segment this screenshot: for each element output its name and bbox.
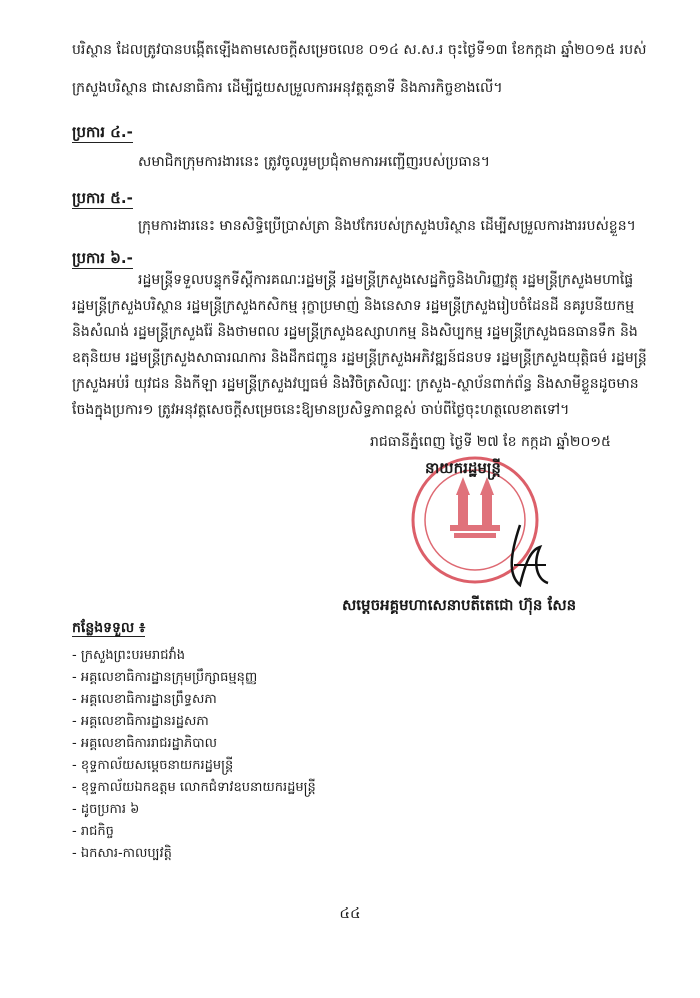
article-6-heading: ប្រការ ៦.- bbox=[72, 249, 133, 267]
recipients-list bbox=[72, 645, 316, 865]
signatory-name: សម្តេចអគ្គមហាសេនាបតីតេជោ ហ៊ុន សែន bbox=[342, 596, 577, 614]
list-item: - អគ្គលេខាធិការរាជរដ្ឋាភិបាល bbox=[72, 736, 217, 751]
signatory-title: នាយករដ្ឋមន្ត្រី bbox=[425, 459, 501, 477]
list-item: - អគ្គលេខាធិការដ្ឋានព្រឹទ្ធសភា bbox=[72, 692, 217, 707]
intro-line-1: បរិស្ថាន ដែលត្រូវបានបង្កើតឡើងតាមសេចក្តីសម្រេចលេខ ០១៤ ស.ស.រ ចុះថ្ងៃទី១៣ ខែកក្កដា ឆ្នាំ២០១៥ របស់ bbox=[72, 42, 647, 58]
article-6-line-4: ឧតុនិយម រដ្ឋមន្ត្រីក្រសួងសាធារណការ និងដឹកជញ្ជូន រដ្ឋមន្ត្រីក្រសួងអភិវឌ្ឍន៍ជនបទ រដ្ឋមន្ត្រីក្រសួងយុត្តិធម៌ រដ្ឋមន្ត្រី bbox=[72, 350, 647, 366]
article-6-line-6: ចែងក្នុងប្រការ១ ត្រូវអនុវត្តសេចក្តីសម្រេចនេះឱ្យមានប្រសិទ្ធភាពខ្ពស់ ចាប់ពីថ្ងៃចុះហត្ថលេខាតទៅ។ bbox=[72, 402, 570, 418]
article-6-line-3: និងសំណង់ រដ្ឋមន្ត្រីក្រសួងរ៉ែ និងថាមពល រដ្ឋមន្ត្រីក្រសួងឧស្សាហកម្ម និងសិប្បកម្ម រដ្ឋមន្ត្រីក្រសួងធនធានទឹក និង bbox=[72, 324, 638, 340]
intro-line-2: ក្រសួងបរិស្ថាន ជាសេនាធិការ ដើម្បីជួយសម្រួលការអនុវត្តតួនាទី និងភារកិច្ចខាងលើ។ bbox=[72, 80, 503, 96]
article-6-line-1: រដ្ឋមន្ត្រីទទួលបន្ទុកទីស្តីការគណៈរដ្ឋមន្ត្រី រដ្ឋមន្ត្រីក្រសួងសេដ្ឋកិច្ចនិងហិរញ្ញវត្ថុ រដ្ឋមន្ត្រីក្រសួងមហាផ្ទៃ bbox=[138, 272, 634, 288]
list-item: - រាជកិច្ច bbox=[72, 824, 114, 839]
page-number: ៤៤ bbox=[339, 904, 361, 922]
list-item: - ដូចប្រការ ៦ bbox=[72, 802, 140, 817]
recipients-title: កន្លែងទទួល ៖ bbox=[72, 620, 146, 636]
article-5-text: ក្រុមការងារនេះ មានសិទ្ធិប្រើប្រាស់ត្រា និងឋកែរបស់ក្រសួងបរិស្ថាន ដើម្បីសម្រួលការងាររបស់ខ្លួន។ bbox=[138, 218, 636, 234]
place-date: រាជធានីភ្នំពេញ ថ្ងៃទី ២៧ ខែ កក្កដា ឆ្នាំ២០១៥ bbox=[370, 434, 611, 450]
list-item: - ខុទ្ទកាល័យសម្តេចនាយករដ្ឋមន្ត្រី bbox=[72, 758, 234, 773]
list-item: - អគ្គលេខាធិការដ្ឋានក្រុមប្រឹក្សាធម្មនុញ្ញ bbox=[72, 670, 258, 685]
list-item: - អគ្គលេខាធិការដ្ឋានរដ្ឋសភា bbox=[72, 714, 209, 729]
list-item: - ឯកសារ-កាលប្បវត្តិ bbox=[72, 846, 172, 861]
list-item: - ខុទ្ទកាល័យឯកឧត្តម លោកជំទាវឧបនាយករដ្ឋមន្ត្រី bbox=[72, 780, 316, 795]
article-4-text: សមាជិកក្រុមការងារនេះ ត្រូវចូលរួមប្រជុំតាមការអញ្ជើញរបស់ប្រធាន។ bbox=[138, 154, 490, 170]
article-5-heading: ប្រការ ៥.- bbox=[72, 189, 133, 207]
article-6-line-2: រដ្ឋមន្ត្រីក្រសួងបរិស្ថាន រដ្ឋមន្ត្រីក្រសួងកសិកម្ម រុក្ខាប្រមាញ់ និងនេសាទ រដ្ឋមន្ត្រីក្រសួងរៀបចំដែនដី នគរូបនីយកម្ម bbox=[72, 298, 635, 314]
article-6-line-5: ក្រសួងអប់រំ យុវជន និងកីឡា រដ្ឋមន្ត្រីក្រសួងវប្បធម៌ និងវិចិត្រសិល្បៈ ក្រសួង-ស្ថាប័នពាក់ព័ន្ធ និងសាមីខ្លួនដូចមាន bbox=[72, 376, 639, 392]
list-item: - ក្រសួងព្រះបរមរាជវាំង bbox=[72, 648, 186, 663]
article-4-heading: ប្រការ ៤.- bbox=[72, 123, 133, 141]
